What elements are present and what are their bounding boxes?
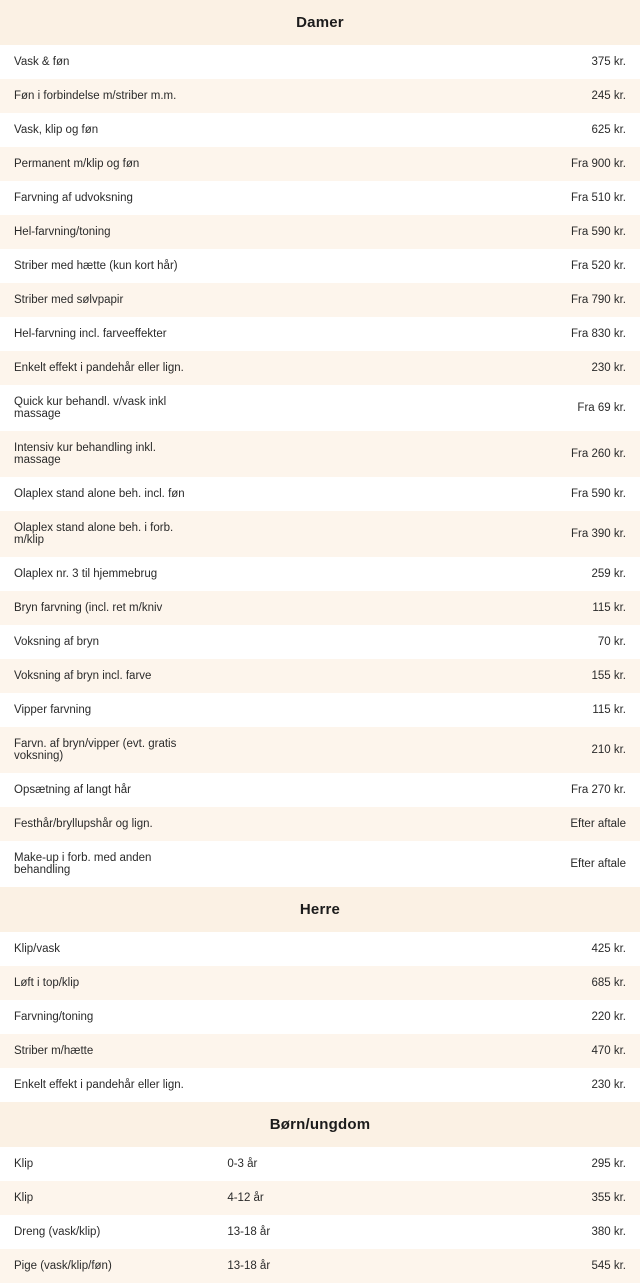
service-price: 355 kr. [427, 1181, 640, 1215]
service-age-range: 0-3 år [213, 1147, 426, 1181]
service-price: 220 kr. [427, 1000, 640, 1034]
service-name: Vask & føn [0, 45, 213, 79]
table-row [0, 45, 640, 79]
service-name: Bryn farvning (incl. ret m/kniv [0, 591, 213, 625]
service-name: Klip [0, 1181, 213, 1215]
section-header-row [0, 0, 640, 45]
service-age-range [213, 1034, 426, 1068]
service-name: Voksning af bryn incl. farve [0, 659, 213, 693]
table-row [0, 807, 640, 841]
service-age-range [213, 385, 426, 431]
service-age-range [213, 45, 426, 79]
service-name: Intensiv kur behandling inkl. massage [0, 431, 213, 477]
service-price: 115 kr. [427, 591, 640, 625]
service-price: Fra 590 kr. [427, 477, 640, 511]
service-age-range [213, 932, 426, 966]
table-row [0, 385, 640, 431]
table-row [0, 966, 640, 1000]
service-age-range [213, 591, 426, 625]
table-row [0, 841, 640, 887]
service-age-range [213, 557, 426, 591]
service-name: Farvn. af bryn/vipper (evt. gratis voksning) [0, 727, 213, 773]
section-title: Herre [0, 887, 640, 932]
service-price: 375 kr. [427, 45, 640, 79]
table-row [0, 431, 640, 477]
service-name: Olaplex stand alone beh. incl. føn [0, 477, 213, 511]
service-name: Hel-farvning incl. farveeffekter [0, 317, 213, 351]
service-age-range [213, 317, 426, 351]
table-row [0, 1181, 640, 1215]
service-name: Olaplex stand alone beh. i forb. m/klip [0, 511, 213, 557]
service-age-range [213, 431, 426, 477]
service-age-range: 13-18 år [213, 1215, 426, 1249]
service-price: Fra 900 kr. [427, 147, 640, 181]
service-name: Enkelt effekt i pandehår eller lign. [0, 1068, 213, 1102]
table-row [0, 181, 640, 215]
table-row [0, 773, 640, 807]
service-age-range [213, 693, 426, 727]
table-row [0, 477, 640, 511]
service-name: Hel-farvning/toning [0, 215, 213, 249]
service-price: Fra 590 kr. [427, 215, 640, 249]
service-age-range: 4-12 år [213, 1181, 426, 1215]
service-name: Permanent m/klip og føn [0, 147, 213, 181]
service-price: 625 kr. [427, 113, 640, 147]
table-row [0, 113, 640, 147]
service-price: 380 kr. [427, 1215, 640, 1249]
service-name: Klip [0, 1147, 213, 1181]
service-age-range [213, 181, 426, 215]
table-row [0, 1000, 640, 1034]
service-price: 115 kr. [427, 693, 640, 727]
service-age-range [213, 841, 426, 887]
service-age-range [213, 147, 426, 181]
service-price: 685 kr. [427, 966, 640, 1000]
table-row [0, 557, 640, 591]
table-row [0, 147, 640, 181]
service-price: 259 kr. [427, 557, 640, 591]
service-age-range [213, 807, 426, 841]
service-name: Festhår/bryllupshår og lign. [0, 807, 213, 841]
service-age-range [213, 113, 426, 147]
table-row [0, 693, 640, 727]
service-age-range [213, 511, 426, 557]
service-age-range [213, 477, 426, 511]
table-row [0, 317, 640, 351]
table-row [0, 932, 640, 966]
service-name: Farvning/toning [0, 1000, 213, 1034]
table-row [0, 249, 640, 283]
service-name: Olaplex nr. 3 til hjemmebrug [0, 557, 213, 591]
service-age-range [213, 625, 426, 659]
service-price: Fra 790 kr. [427, 283, 640, 317]
table-row [0, 659, 640, 693]
table-row [0, 1034, 640, 1068]
service-name: Quick kur behandl. v/vask inkl massage [0, 385, 213, 431]
table-row [0, 79, 640, 113]
service-name: Farvning af udvoksning [0, 181, 213, 215]
table-row [0, 591, 640, 625]
service-price: Fra 69 kr. [427, 385, 640, 431]
service-price: 230 kr. [427, 1068, 640, 1102]
table-row [0, 215, 640, 249]
service-price: Fra 510 kr. [427, 181, 640, 215]
service-price: Efter aftale [427, 841, 640, 887]
service-name: Klip/vask [0, 932, 213, 966]
service-price: Efter aftale [427, 807, 640, 841]
table-row [0, 1147, 640, 1181]
service-name: Striber m/hætte [0, 1034, 213, 1068]
table-row [0, 727, 640, 773]
table-row [0, 351, 640, 385]
table-row [0, 1068, 640, 1102]
service-age-range [213, 215, 426, 249]
service-name: Opsætning af langt hår [0, 773, 213, 807]
service-name: Make-up i forb. med anden behandling [0, 841, 213, 887]
service-age-range [213, 79, 426, 113]
table-row [0, 283, 640, 317]
service-price: 425 kr. [427, 932, 640, 966]
service-price: Fra 830 kr. [427, 317, 640, 351]
service-price: 470 kr. [427, 1034, 640, 1068]
service-price: Fra 520 kr. [427, 249, 640, 283]
section-header-row [0, 887, 640, 932]
service-name: Løft i top/klip [0, 966, 213, 1000]
service-age-range: 13-18 år [213, 1249, 426, 1283]
service-name: Føn i forbindelse m/striber m.m. [0, 79, 213, 113]
service-age-range [213, 249, 426, 283]
service-name: Voksning af bryn [0, 625, 213, 659]
service-age-range [213, 727, 426, 773]
service-age-range [213, 659, 426, 693]
service-name: Vask, klip og føn [0, 113, 213, 147]
service-age-range [213, 283, 426, 317]
service-price: 230 kr. [427, 351, 640, 385]
service-age-range [213, 773, 426, 807]
service-price: 70 kr. [427, 625, 640, 659]
table-row [0, 625, 640, 659]
service-age-range [213, 1068, 426, 1102]
service-age-range [213, 966, 426, 1000]
service-price: 545 kr. [427, 1249, 640, 1283]
service-price: Fra 390 kr. [427, 511, 640, 557]
service-name: Dreng (vask/klip) [0, 1215, 213, 1249]
service-name: Pige (vask/klip/føn) [0, 1249, 213, 1283]
service-name: Striber med hætte (kun kort hår) [0, 249, 213, 283]
service-price: 245 kr. [427, 79, 640, 113]
service-name: Striber med sølvpapir [0, 283, 213, 317]
service-age-range [213, 1000, 426, 1034]
section-header-row [0, 1102, 640, 1147]
service-price: 155 kr. [427, 659, 640, 693]
section-title: Damer [0, 0, 640, 45]
service-name: Enkelt effekt i pandehår eller lign. [0, 351, 213, 385]
service-price: Fra 270 kr. [427, 773, 640, 807]
table-row [0, 1249, 640, 1283]
service-age-range [213, 351, 426, 385]
service-price: Fra 260 kr. [427, 431, 640, 477]
service-price: 210 kr. [427, 727, 640, 773]
table-row [0, 511, 640, 557]
service-name: Vipper farvning [0, 693, 213, 727]
section-title: Børn/ungdom [0, 1102, 640, 1147]
service-price: 295 kr. [427, 1147, 640, 1181]
